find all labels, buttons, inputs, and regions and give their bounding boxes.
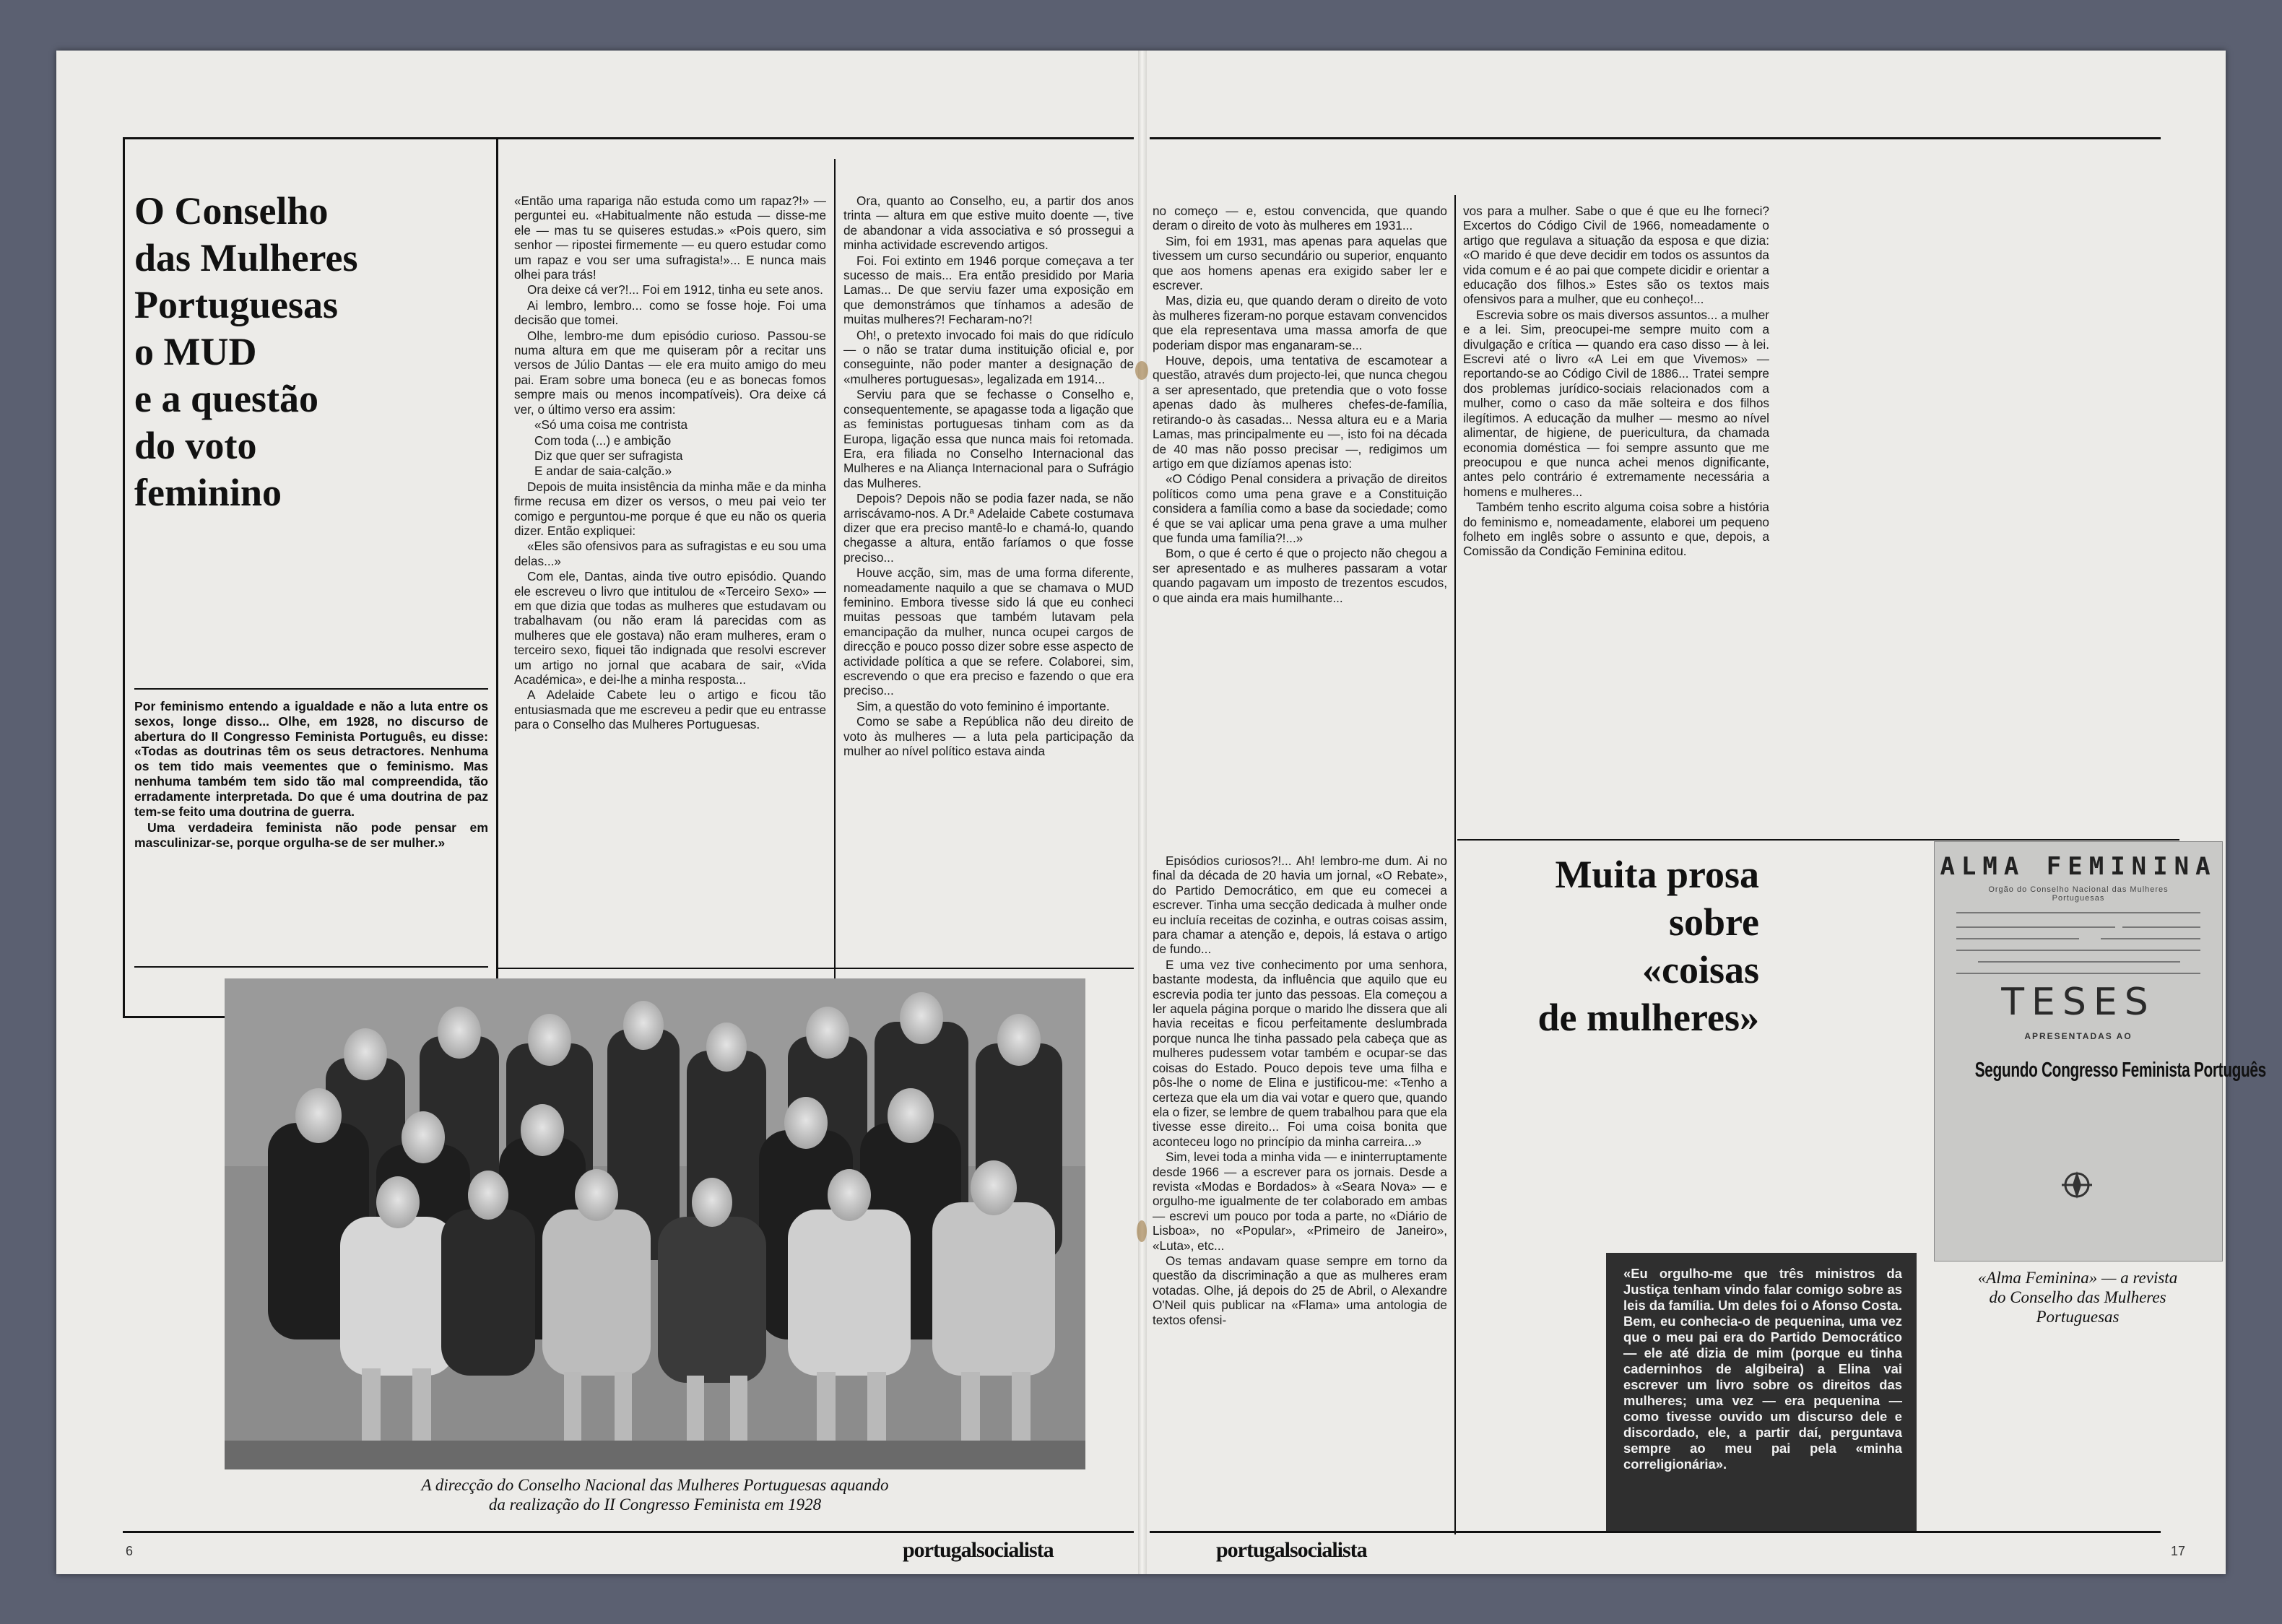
paragraph: Escrevia sobre os mais diversos assuntos... a mulher e a lei. Sim, preocupei-me sempre muito com a divulgação e crítica — quando era caso disso — à lei. Escrevi até o livro «A Lei em que Vivemos» — reportando-se ao Código Civil de 1886... Tratei sempre dos problemas jurídico-sociais relacionados com a mulher, como o caso da mãe solteira e dos filhos ilegítimos. A educação da mulher — mesmo ao nível alimentar, de higiene, de puericultura, da chamada economia doméstica — foi sempre assunto que me preocupou e que nunca achei menos dignificante, antes pelo contrário é extremamente necessária a homens e mulheres... (1463, 307, 1769, 499)
verse-line: Com toda (...) e ambição (534, 433, 672, 448)
paragraph: Como se sabe a República não deu direito de voto às mulheres — a luta pela participação da mulher ao nível político estava ainda (843, 714, 1134, 759)
paragraph: Ai lembro, lembro... como se fosse hoje. Foi uma decisão que tomei. (514, 298, 826, 328)
paragraph: Depois de muita insistência da minha mãe e da minha firme recusa em dizer os versos, o meu pai veio ter comigo e perguntou-me porque é que eu não os queria dizer. Então expliquei: (514, 479, 826, 538)
cover-masthead: ALMA FEMININA (1940, 852, 2217, 881)
paragraph: Houve acção, sim, mas de uma forma diferente, nomeadamente naquilo a que se chamava o MUD feminino. Embora tivesse sido lá que eu conheci muitas pessoas que também lutavam pela emancipação da mulher, nunca ocupei cargos de direcção e pouco posso dizer sobre esse aspecto de actividade política a que se refere. Colaborei, sim, escrevendo o que era preciso e fazendo o que era preciso... (843, 565, 1134, 698)
bottom-rule (123, 1531, 1134, 1533)
photo-top-rule (498, 968, 1134, 969)
text-column-2 (1463, 204, 1769, 560)
paragraph: Ora, quanto ao Conselho, eu, a partir dos anos trinta — altura em que estive muito doente —, tive de abandonar a vida associativa e só prossegui a minha actividade escrevendo artigos. (843, 194, 1134, 253)
paragraph: Olhe, lembro-me dum episódio curioso. Passou-se numa altura em que me quiseram pôr a recitar uns versos de Júlio Dantas — ele era muito amigo do meu pai. Eram sobre uma boneca (eu e as bonecas fomos sempre mais ou menos incompatíveis). Ora deixe cá ver, o último verso era assim: (514, 328, 826, 417)
title-line: O Conselho (134, 189, 329, 233)
lead-paragraph (134, 699, 488, 852)
caption-line: «Alma Feminina» — a revista (1977, 1269, 2178, 1287)
page-number: 6 (126, 1544, 134, 1558)
section-subtitle (1463, 851, 1759, 1041)
caption-line: Portuguesas (2036, 1308, 2120, 1326)
left-page (56, 51, 1140, 1574)
text-column-2 (514, 194, 826, 733)
magazine-cover-image (1934, 841, 2266, 1262)
photo-caption (225, 1475, 1085, 1514)
publication-logo: portugalsocialista (903, 1538, 1054, 1562)
title-line: feminino (134, 471, 282, 514)
verse-line: E andar de saia-calção.» (534, 464, 672, 479)
subtitle-line: de mulheres» (1537, 996, 1759, 1039)
paragraph: Também tenho escrito alguma coisa sobre a história do feminismo e, nomeadamente, elaborei um pequeno folheto em inglês sobre o assunto e que, depois, a Comissão da Condição Feminina editou. (1463, 500, 1769, 559)
paragraph: vos para a mulher. Sabe o que é que eu lhe forneci? Excertos do Código Civil de 1966, nomeadamente o artigo que regulava a situação da esposa e que dizia: «O marido é que deve decidir em todos os assuntos da vida comum e é ao pai que compete dicidir e orientar a educação dos filhos.» Estes são os textos mais ofensivos para a mulher, que eu conheço!... (1463, 204, 1769, 307)
paragraph: Mas, dizia eu, que quando deram o direito de voto às mulheres fizeram-no porque estavam convencidos que ela representava uma massa amorfa de que poderiam dispor mas enganaram-se... (1153, 293, 1447, 352)
lead-text: Uma verdadeira feminista não pode pensar em masculinizar-se, porque orgulha-se de ser mulher.» (134, 820, 488, 851)
cover-subline: Orgão do Conselho Nacional das Mulheres Portuguesas (1988, 885, 2169, 903)
column-divider (834, 159, 836, 1018)
title-line: o MUD (134, 330, 257, 373)
paragraph: Bom, o que é certo é que o projecto não chegou a ser apresentado e as mulheres passaram a votar quando pagavam um imposto de trezentos escudos, o que ainda era mais humilhante... (1153, 546, 1447, 605)
column-divider (1454, 195, 1456, 1534)
caption-line: da realização do II Congresso Feminista em 1928 (488, 1495, 822, 1514)
paragraph: Ora deixe cá ver?!... Foi em 1912, tinha eu sete anos. (527, 282, 823, 298)
paragraph: «O Código Penal considera a privação de direitos políticos como uma pena grave e a Constituição considera a família como a base da sociedade; como é que se vai aplicar uma pena grave a uma mulher que funda uma família?!...» (1153, 472, 1447, 545)
page-number: 17 (2171, 1544, 2186, 1558)
article-title (134, 188, 481, 516)
top-rule (1150, 137, 2161, 139)
text-column-1 (1153, 204, 1447, 606)
cover-presented: APRESENTADAS AO (2024, 1031, 2133, 1041)
paragraph: «Então uma rapariga não estuda como um rapaz?!» — perguntei eu. «Habitualmente não estuda — disse-me ele — mas tu se quiseres estudas.» «Pois quero, sim senhor — ripostei firmemente — eu quero estudar como um rapaz e vou ser uma sufragista!»... E nunca mais olhei para trás! (514, 194, 826, 282)
subtitle-line: Muita prosa (1555, 853, 1759, 896)
paragraph: Sim, levei toda a minha vida — e ininterruptamente desde 1966 — a escrever para os jornais. Desde a revista «Modas e Bordados» à «Seara Nova» — e orgulho-me igualmente de ter colaborado em ambas — escrevi um pouco por toda a parte, no «Diário de Lisboa», no «Popular», «Primeiro de Janeiro», «Luta», etc... (1153, 1150, 1447, 1253)
right-page (1145, 51, 2266, 1574)
section-rule (1457, 839, 2179, 841)
pull-quote: «Eu orgulho-me que três ministros da Justiça tenham vindo falar comigo sobre as leis da família. Um deles foi o Afonso Costa. Bem, eu conhecia-o de pequenina, uma vez que o meu pai era do Partido Democrático — ele até dizia de mim (porque eu tinha caderninhos de algibeira) a Elina vai escrever um livro sobre os direitos das mulheres; uma vez — era pequenina — como tivesse ouvido um discurso dele e discordado, ele, a partir daí, perguntava sempre ao meu pai pela «minha correligionária». (1606, 1253, 1917, 1531)
lead-bottom-rule (134, 966, 488, 968)
verse-line: «Só uma coisa me contrista (534, 417, 688, 433)
cover-title: TESES (2001, 981, 2156, 1024)
paragraph: «Eles são ofensivos para as sufragistas e eu sou uma delas...» (514, 539, 826, 568)
paragraph: E uma vez tive conhecimento por uma senhora, bastante modesta, da influência que aquilo que eu escrevia podia ter junto das pessoas. Ela começou a ler aquela página porque o marido lhe dissera que ali havia receitas e ficou perfeitamente deslumbrada porque nunca lhe tinha passado pela cabeça que as mulheres pudessem votar também e ocupar-se das coisas do Estado. Pouco depois teve uma filha e pôs-lhe o nome de Elina e justificou-me: «Tenho a certeza que ela um dia vai votar e quero que, quando ela o fizer, se lembre de quem trabalhou para que ela tivesse esse direito... Foi uma coisa bonita que aconteceu logo no princípio da minha carreira...» (1153, 957, 1447, 1149)
paragraph: Episódios curiosos?!... Ah! lembro-me dum. Ai no final da década de 20 havia um jornal, «O Rebate», do Partido Democrático, em que eu comecei a escrever. Tinha uma secção dedicada à mulher onde eu incluía receitas de cozinha, e outras coisas assim, para chamar a atenção e, depois, lá estava o artigo de fundo... (1153, 854, 1447, 957)
cover-congress-title: Segundo Congresso Feminista Português (1974, 1059, 2266, 1082)
text-column-3 (843, 194, 1134, 759)
paragraph: Os temas andavam quase sempre em torno da questão da discriminação a que as mulheres eram votadas. Olhe, já depois do 25 de Abril, o Alexandre O'Neil quis publicar na «Flama» uma antologia de textos ofensi- (1153, 1253, 1447, 1327)
lead-text: Por feminismo entendo a igualdade e não a luta entre os sexos, longe disso... Olhe, em 1928, no discurso de abertura do II Congresso Feminista Português, eu disse: «Todas as doutrinas têm os seus detractores. Nenhuma os tem tido mais veementes que o feminismo. Mas nenhuma também tem sido tão mal compreendida, tão erradamente interpretada. Do que é uma doutrina de paz tem-se feito uma doutrina de guerra. (134, 699, 488, 819)
paragraph: Depois? Depois não se podia fazer nada, se não arriscávamo-nos. A Dr.ª Adelaide Cabete costumava dizer que era preciso mantê-lo e chamá-lo, quando chegasse a altura, então faríamos o que fosse preciso... (843, 491, 1134, 565)
paragraph: Houve, depois, uma tentativa de escamotear a questão, através dum projecto-lei, que nunca chegou a ser apresentado, que pretendia que o voto fosse apenas dado às mulheres chefes-de-família, retirando-o às casadas... Nessa altura eu e a Maria Lamas, mas principalmente eu —, isto foi na década de 40 mas não posso precisar —, redigimos um artigo em que dizíamos apenas isto: (1153, 353, 1447, 471)
caption-line: A direcção do Conselho Nacional das Mulheres Portuguesas aquando (421, 1476, 889, 1494)
paragraph: Foi. Foi extinto em 1946 porque começava a ter sucesso de mais... Era então presidido por Maria Lamas... De que serviu fazer uma exposição em que demonstrámos que tínhamos a adesão de muitas mulheres?! Fecharam-no?! (843, 253, 1134, 327)
paragraph: Oh!, o pretexto invocado foi mais do que ridículo — o não se tratar duma instituição oficial e, por conseguinte, não poder manter a designação de «mulheres portuguesas», legalizada em 1914... (843, 327, 1134, 386)
title-line: e a questão (134, 377, 318, 420)
subtitle-line: «coisas (1642, 948, 1759, 991)
bottom-rule (1150, 1531, 2161, 1533)
title-line: Portuguesas (134, 283, 338, 326)
publication-logo: portugalsocialista (1216, 1538, 1367, 1562)
photo-figures (225, 978, 1085, 1469)
paragraph: Sim, foi em 1931, mas apenas para aquelas que tivessem um curso secundário ou superior, enquanto que aos homens apenas era exigido saber ler e escrever. (1153, 233, 1447, 293)
paragraph: no começo — e, estou convencida, que quando deram o direito de voto às mulheres em 1931... (1153, 204, 1447, 233)
paragraph: A Adelaide Cabete leu o artigo e ficou tão entusiasmada que me escreveu a pedir que eu entrasse para o Conselho das Mulheres Portuguesas. (514, 687, 826, 732)
paragraph: Sim, a questão do voto feminino é importante. (856, 698, 1110, 713)
paragraph: Com ele, Dantas, ainda tive outro episódio. Quando ele escreveu o livro que intitulou de «Terceiro Sexo» — em que dizia que todas as mulheres que estudavam ou trabalhavam (ou não eram lá parecidas com as mulheres que ele gostava) não eram mulheres, eram o terceiro sexo, fiquei tão indignada que resolvi escrever um artigo no jornal que acabara de sair, «Vida Académica», e dei-lhe a minha resposta... (514, 569, 826, 687)
subtitle-line: sobre (1668, 900, 1759, 944)
title-line: das Mulheres (134, 236, 358, 279)
group-photograph (225, 978, 1085, 1469)
magazine-spread (56, 51, 2266, 1574)
text-column-3 (1153, 854, 1447, 1328)
verse-line: Diz que quer ser sufragista (534, 448, 683, 463)
title-line: do voto (134, 424, 257, 467)
lead-top-rule (134, 688, 488, 690)
cover-emblem-icon (2057, 1165, 2096, 1204)
caption-line: do Conselho das Mulheres (1989, 1288, 2166, 1306)
paragraph: Serviu para que se fechasse o Conselho e, consequentemente, se apagasse toda a ligação que as feministas portuguesas tinham com as da Europa, ligação essa que nunca mais foi retomada. Era, era filiada no Conselho Internacional das Mulheres e na Aliança Internacional para o Sufrágio das Mulheres. (843, 387, 1134, 490)
cover-caption (1934, 1268, 2221, 1326)
